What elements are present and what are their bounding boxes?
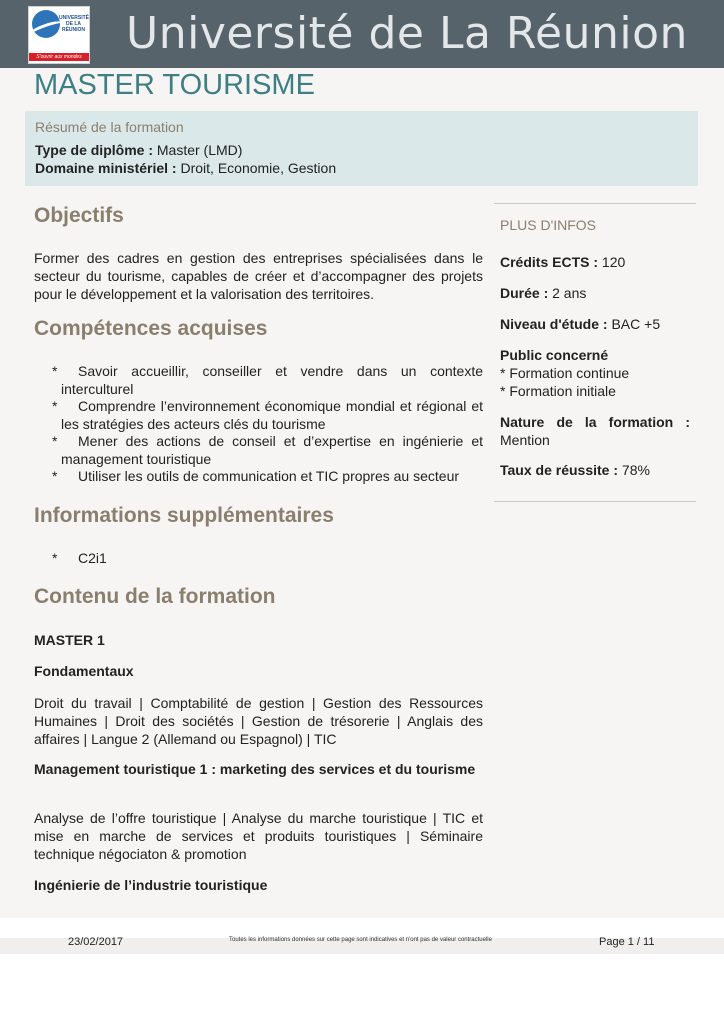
credits-row: Crédits ECTS : 120 [500, 254, 626, 270]
contenu-heading: Contenu de la formation [34, 585, 276, 608]
fondamentaux-text: Droit du travail | Comptabilité de gestion | Gestion des Ressources Humaines | Droit des sociétés | Gestion de trésorerie | Anglais des affaires | Langue 2 (Allemand ou Espagnol) | TIC [34, 695, 483, 747]
list-item: * Savoir accueillir, conseiller et vendre dans un contexte interculturel [52, 363, 483, 397]
niveau-row: Niveau d'étude : BAC +5 [500, 316, 661, 332]
page-number: Page 1 / 11 [599, 936, 655, 948]
infos-supp-list [52, 550, 483, 568]
ministerial-domain [35, 160, 336, 176]
list-item: * Formation initiale [500, 383, 616, 399]
ingenierie-title: Ingénierie de l’industrie touristique [34, 877, 268, 893]
diploma-type-value: Master (LMD) [156, 142, 243, 158]
nature-row: Nature de la formation : Mention [500, 414, 690, 448]
diploma-type-label: Type de diplôme : [35, 142, 153, 158]
list-item: * Comprendre l’environnement économique mondial et régional et les stratégies des acteurs clés du tourisme [52, 398, 483, 432]
list-item: * Utiliser les outils de communication et TIC propres au secteur [52, 468, 460, 484]
university-logo [28, 6, 90, 64]
footer-date: 23/02/2017 [68, 936, 124, 948]
master-1-label: MASTER 1 [34, 632, 105, 648]
logo-text: UNIVERSITÉ DE LA RÉUNION [59, 15, 90, 33]
management-title: Management touristique 1 : marketing des services et du tourisme [34, 761, 476, 777]
more-info-sidebar [494, 203, 696, 502]
competences-heading: Compétences acquises [34, 317, 268, 340]
logo-tagline: S'ouvrir aux mondes [29, 53, 89, 61]
objectifs-heading: Objectifs [34, 204, 124, 227]
list-item: * Formation continue [500, 365, 630, 381]
diploma-type [35, 142, 242, 158]
summary-heading: Résumé de la formation [35, 119, 184, 135]
page-title: MASTER TOURISME [34, 69, 315, 101]
domain-value: Droit, Economie, Gestion [180, 160, 337, 176]
footer-disclaimer: Toutes les informations données sur cette page sont indicatives et n'ont pas de valeur contractuelle [229, 937, 492, 943]
infos-supp-heading: Informations supplémentaires [34, 504, 334, 527]
taux-row: Taux de réussite : 78% [500, 462, 650, 478]
summary-box [25, 111, 698, 186]
banner-title: Université de La Réunion [126, 8, 688, 59]
list-item: * C2i1 [52, 550, 107, 566]
public-row: Public concerné * Formation continue * Formation initiale [500, 346, 690, 400]
globe-icon [32, 10, 60, 38]
management-text: Analyse de l’offre touristique | Analyse du marche touristique | TIC et mise en marche de services et produits touristiques | Séminaire technique négociaton & promotion [34, 810, 483, 862]
duree-row: Durée : 2 ans [500, 285, 587, 301]
header-banner [0, 0, 724, 68]
fondamentaux-title: Fondamentaux [34, 663, 134, 679]
objectifs-text: Former des cadres en gestion des entreprises spécialisées dans le secteur du tourisme, capables de créer et d’accompagner des projets pour le développement et la valorisation des territoires. [34, 250, 483, 302]
sidebar-heading: PLUS D'INFOS [500, 217, 597, 233]
domain-label: Domaine ministériel : [35, 160, 177, 176]
competences-list [52, 363, 483, 486]
list-item: * Mener des actions de conseil et d’expertise en ingénierie et management touristique [52, 433, 483, 467]
